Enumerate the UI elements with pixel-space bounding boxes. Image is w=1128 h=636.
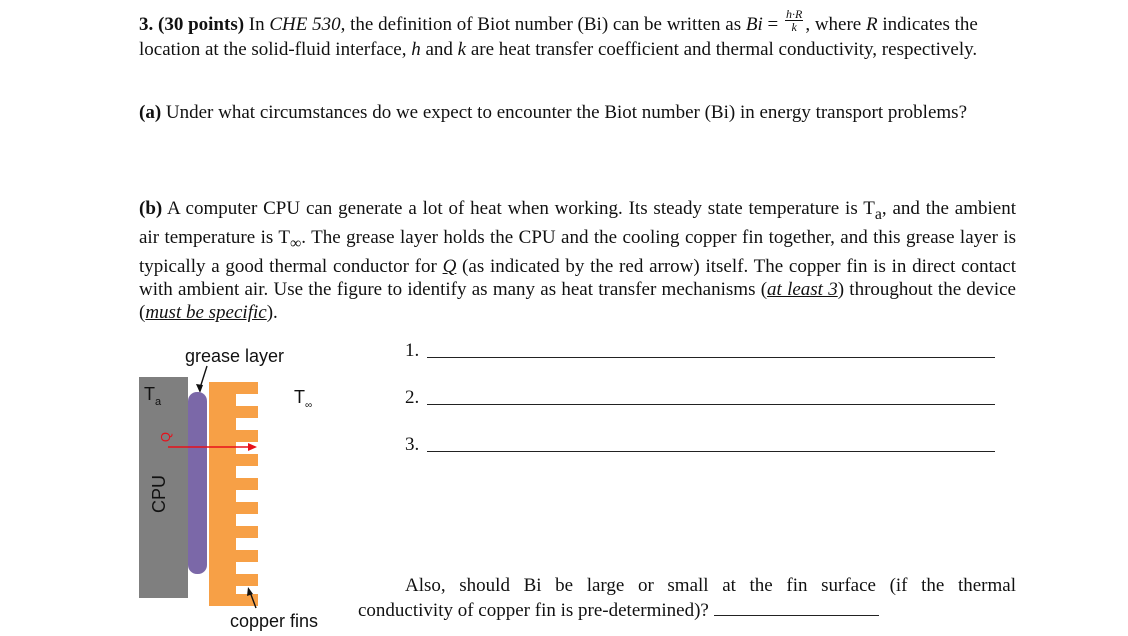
answer-underline [427,357,995,358]
part-b-text-1: A computer CPU can generate a lot of heat when working. Its steady state temperature is T [162,198,875,219]
answer-number: 1. [405,340,420,361]
grease-pointer-arrowhead [196,384,203,393]
copper-fin-6 [234,502,258,514]
emphasis-at-least-3: at least 3 [767,278,838,300]
part-b-text-4: (as indicated by the red arrow) itself. The copper fin is in direct contact with ambient air. Use the figure to identify as many as heat transfer mechanisms ( [139,255,1016,300]
also-question-line-1: Also, should Bi be large or small at the fin surface (if the thermal [405,575,1016,596]
q3-text-3: , where [805,14,866,35]
copper-fin-5 [234,478,258,490]
copper-fin-4 [234,454,258,466]
grease-layer [188,392,207,574]
part-b-label: (b) [139,198,163,219]
part-a-text: Under what circumstances do we expect to encounter the Biot number (Bi) in energy transport problems? [161,102,968,123]
answer-underline [427,451,995,452]
answer-number: 2. [405,387,420,408]
r-symbol: R [865,14,878,35]
fraction-denominator: k [791,20,797,35]
question-points: (30 points) [158,14,245,35]
course-name: CHE 530 [269,14,341,35]
k-symbol: k [457,39,467,61]
part-b-text-3: . The grease layer holds the CPU and the cooling copper fin together, and this grease layer is typically a good thermal conductor for [139,226,1017,277]
emphasis-must-be-specific: must be specific [145,301,267,323]
q-arrow-label: Q [158,431,173,443]
heat-flow-arrowhead [248,443,257,451]
copper-fin-1 [234,382,258,394]
tinf-subscript: ∞ [289,234,302,252]
ta-subscript: a [874,205,882,223]
equals-sign: = [762,14,783,35]
copper-fin-9 [234,574,258,586]
part-b-text-6: ). [266,301,278,323]
grease-layer-label: grease layer [185,346,285,366]
q3-text-5: and [420,39,458,61]
part-a-label: (a) [139,102,162,123]
question-number: 3. [139,14,154,35]
tinf-label: $T_\infty$ [294,387,313,411]
q3-text-2: , the definition of Biot number (Bi) can be written as [340,14,746,35]
question-3-intro [139,7,1016,61]
answer-underline [427,404,995,405]
copper-fin-7 [234,526,258,538]
cpu-label: CPU [149,474,169,514]
copper-fin-2 [234,406,258,418]
copper-fin-8 [234,550,258,562]
also-question-text: conductivity of copper fin is pre-determined)? [358,600,709,621]
answer-number: 3. [405,434,420,455]
copper-fin-3 [234,430,258,442]
copper-fins-label: copper fins [230,611,319,631]
q3-text-6: are heat transfer coefficient and thermal conductivity, respectively. [466,39,978,61]
answer-line-2[interactable] [405,387,995,409]
also-question-line-2 [358,599,879,622]
q3-text-4: indicates the location at the solid-fluid interface, [139,14,978,61]
answer-line-3[interactable] [405,434,995,456]
grease-pointer-arrow [200,366,207,388]
biot-fraction [785,8,803,33]
q3-text-1: In [244,14,270,35]
ta-label: $T_a$ [144,384,162,408]
h-symbol: h [411,39,421,61]
q-symbol: Q [442,255,457,277]
part-a-question [139,101,1016,124]
answer-line-1[interactable] [405,340,995,362]
fraction-numerator: h·R [785,7,803,22]
bi-symbol: Bi [745,14,763,35]
part-b-text-2: , and the ambient air temperature is T [139,198,1016,248]
part-b-question [139,197,1016,324]
copper-fin-base [209,382,236,606]
part-b-text-5: ) throughout the device ( [139,278,1016,323]
also-answer-blank[interactable] [714,599,879,616]
